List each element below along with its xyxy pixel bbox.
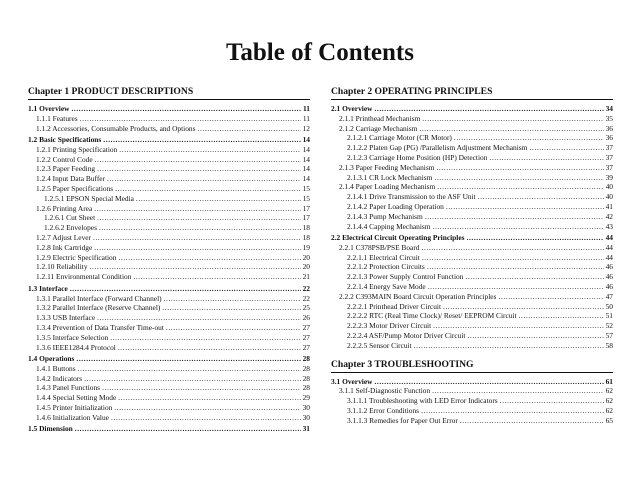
toc-page-number: 39 [605, 172, 613, 182]
toc-entry-label: 1.4.2 Indicators [36, 373, 83, 383]
toc-entry-label: 3.1.1.2 Error Conditions [347, 406, 420, 415]
toc-page-number: 14 [302, 164, 310, 174]
toc-entry-label: 2.2.2.1 Printhead Driver Circuit [347, 301, 442, 311]
toc-entry-label: 3.1.1.3 Remedies for Paper Out Error [347, 415, 458, 425]
toc-page-number: 29 [302, 393, 310, 403]
toc-entry[interactable] [28, 184, 310, 194]
toc-page-number: 27 [302, 342, 310, 352]
toc-page-number: 17 [302, 213, 310, 223]
toc-page-number: 46 [605, 282, 613, 292]
toc-page-number: 46 [605, 272, 613, 282]
toc-entry[interactable] [331, 341, 613, 351]
toc-entry[interactable] [331, 272, 613, 282]
toc-entry-label: 1.3.4 Prevention of Data Transfer Time-out [36, 322, 164, 332]
toc-entry-label: 2.1.2 Carriage Mechanism [339, 123, 418, 133]
dot-leader [374, 104, 603, 114]
toc-page-number: 15 [302, 193, 310, 203]
dot-leader [94, 243, 300, 253]
toc-section-entry[interactable] [28, 284, 310, 294]
dot-leader [374, 377, 603, 387]
dot-leader [84, 374, 300, 384]
toc-section-entry[interactable] [28, 135, 310, 145]
dot-leader [436, 163, 603, 173]
toc-page-number: 44 [605, 252, 613, 262]
toc-page-number: 28 [302, 363, 310, 373]
toc-entry-label: 2.1.4.1 Drive Transmission to the ASF Unit [347, 192, 476, 202]
toc-page-number: 15 [302, 184, 310, 194]
toc-entry-label: 1.3.3 USB Interface [36, 313, 96, 323]
toc-entry[interactable] [28, 393, 310, 403]
toc-entry-label: 1.2.2 Control Code [36, 154, 93, 164]
toc-entry-label: 1.2.1 Printing Specification [36, 144, 118, 154]
dot-leader [102, 383, 301, 393]
dot-leader [70, 284, 301, 294]
toc-entry-label: 2.2.2.4 ASF/Pump Motor Driver Circuit [347, 331, 466, 341]
dot-leader [489, 153, 603, 163]
toc-entry[interactable] [28, 114, 310, 124]
dot-leader [519, 311, 604, 321]
toc-page-number: 61 [605, 376, 613, 386]
toc-page-number: 22 [302, 283, 310, 293]
dot-leader [95, 155, 301, 165]
toc-entry-label: 1.3.6 IEEE1284.4 Protocol [36, 342, 116, 352]
toc-entry-label: 1.1.1 Features [36, 113, 78, 123]
toc-entry-label: 2.1.1 Printhead Mechanism [339, 113, 421, 123]
toc-entry[interactable] [28, 243, 310, 253]
toc-page-number: 37 [605, 152, 613, 162]
toc-page-number: 52 [605, 321, 613, 331]
toc-entry[interactable] [28, 253, 310, 263]
dot-leader [446, 202, 604, 212]
dot-leader [529, 143, 603, 153]
toc-section-entry[interactable] [331, 104, 613, 114]
dot-leader [111, 413, 301, 423]
dot-leader [467, 331, 603, 341]
toc-entry-label: 1.1 Overview [28, 104, 70, 113]
dot-leader [166, 323, 301, 333]
toc-entry[interactable] [28, 333, 310, 343]
toc-entry[interactable] [331, 331, 613, 341]
toc-page-number: 28 [302, 373, 310, 383]
toc-entry[interactable] [28, 145, 310, 155]
toc-entry[interactable] [28, 233, 310, 243]
toc-entry[interactable] [331, 114, 613, 124]
toc-entry-label: 1.2.4 Input Data Buffer [36, 174, 106, 184]
toc-entry-label: 1.2.7 Adjust Lever [36, 233, 92, 243]
toc-page-number: 30 [302, 402, 310, 412]
toc-entry-label: 3.1.1.1 Troubleshooting with LED Error Indicators [347, 396, 498, 406]
chapter-heading: Chapter 3 TROUBLESHOOTING [331, 359, 613, 373]
toc-entry-label: 1.3.2 Parallel Interface (Reserve Channel) [36, 303, 161, 313]
dot-leader [115, 184, 300, 194]
toc-page-number: 36 [605, 123, 613, 133]
toc-entry[interactable] [331, 292, 613, 302]
toc-entry[interactable] [331, 311, 613, 321]
toc-entry-label: 2.2.2 C393MAIN Board Circuit Operation Principles [339, 291, 497, 301]
toc-page-number: 14 [302, 144, 310, 154]
dot-leader [500, 396, 604, 406]
toc-entry[interactable] [331, 153, 613, 163]
toc-page-number: 26 [302, 313, 310, 323]
toc-section-entry[interactable] [28, 104, 310, 114]
toc-entry[interactable] [331, 321, 613, 331]
dot-leader [434, 173, 603, 183]
toc-entry-label: 1.4.3 Panel Functions [36, 383, 101, 393]
dot-leader [443, 302, 604, 312]
toc-page-number: 57 [605, 331, 613, 341]
toc-entry[interactable] [28, 213, 310, 223]
toc-page-number: 51 [605, 311, 613, 321]
toc-page-number: 46 [605, 262, 613, 272]
toc-entry-label: 2.2.2.3 Motor Driver Circuit [347, 321, 432, 331]
toc-entry-label: 1.5 Dimension [28, 424, 73, 434]
toc-page-number: 62 [605, 396, 613, 406]
toc-entry[interactable] [28, 383, 310, 393]
toc-entry[interactable] [331, 396, 613, 406]
toc-entry-label: 1.2.10 Reliability [36, 262, 88, 272]
toc-page-number: 50 [605, 301, 613, 311]
toc-page-number: 41 [605, 201, 613, 211]
toc-page-number: 14 [302, 174, 310, 184]
toc-entry[interactable] [28, 272, 310, 282]
toc-page-number: 20 [302, 262, 310, 272]
dot-leader [467, 233, 604, 243]
toc-left-column [28, 86, 310, 434]
toc-entry[interactable] [331, 262, 613, 272]
dot-leader [103, 135, 300, 145]
toc-entry-label: 2.2.1.1 Electrical Circuit [347, 252, 420, 262]
dot-leader [136, 194, 301, 204]
dot-leader [428, 282, 604, 292]
toc-entry[interactable] [331, 163, 613, 173]
toc-entry-label: 1.4.6 Initialization Value [36, 412, 109, 422]
toc-right-column [331, 86, 613, 426]
toc-entry-label: 1.2.3 Paper Feeding [36, 164, 96, 174]
toc-entry-label: 2.2.2.2 RTC (Real Time Clock)/ Reset/ EEPROM Circuit [347, 311, 517, 321]
toc-entry-label: 2.1.3.1 CR Lock Mechanism [347, 172, 433, 182]
toc-page-number: 14 [302, 154, 310, 164]
dot-leader [427, 262, 604, 272]
toc-entry-label: 2.1.2.2 Platen Gap (PG) /Parallelism Adjustment Mechanism [347, 143, 528, 153]
toc-entry-label: 1.3 Interface [28, 283, 68, 293]
toc-page-number: 12 [302, 123, 310, 133]
toc-entry-label: 1.4.4 Special Setting Mode [36, 393, 117, 403]
toc-entry-label: 2.2.2.5 Sensor Circuit [347, 340, 412, 350]
dot-leader [437, 182, 603, 192]
toc-page-number: 36 [605, 133, 613, 143]
dot-leader [119, 145, 300, 155]
toc-page-number: 19 [302, 242, 310, 252]
dot-leader [432, 386, 603, 396]
dot-leader [433, 321, 603, 331]
toc-page-number: 27 [302, 332, 310, 342]
dot-leader [90, 262, 301, 272]
toc-entry[interactable] [331, 133, 613, 143]
toc-page-number: 25 [302, 303, 310, 313]
dot-leader [164, 294, 301, 304]
toc-entry[interactable] [28, 124, 310, 134]
toc-page-number: 30 [302, 412, 310, 422]
dot-leader [93, 233, 301, 243]
dot-leader [99, 223, 301, 233]
dot-leader [422, 114, 603, 124]
chapter-heading: Chapter 2 OPERATING PRINCIPLES [331, 86, 613, 100]
toc-entry-label: 3.1.1 Self-Diagnostic Function [339, 386, 431, 396]
toc-entry[interactable] [331, 173, 613, 183]
toc-page-number: 11 [303, 104, 310, 113]
dot-leader [478, 192, 604, 202]
toc-section-entry[interactable] [331, 377, 613, 387]
toc-entry-label: 2.1.4.4 Capping Mechanism [347, 221, 431, 231]
toc-page-number: 40 [605, 192, 613, 202]
dot-leader [114, 403, 300, 413]
dot-leader [162, 303, 300, 313]
dot-leader [118, 343, 301, 353]
toc-entry-label: 1.2.8 Ink Cartridge [36, 242, 93, 252]
toc-entry[interactable] [28, 303, 310, 313]
toc-entry-label: 2.2.1.3 Power Supply Control Function [347, 272, 464, 282]
toc-entry[interactable] [28, 313, 310, 323]
toc-page-number: 43 [605, 221, 613, 231]
toc-page-number: 20 [302, 252, 310, 262]
toc-entry[interactable] [28, 343, 310, 353]
dot-leader [76, 354, 300, 364]
toc-entry-label: 1.3.1 Parallel Interface (Forward Channel) [36, 293, 162, 303]
dot-leader [433, 222, 604, 232]
toc-page-number: 18 [302, 223, 310, 233]
dot-leader [414, 341, 604, 351]
toc-page-number: 65 [605, 415, 613, 425]
toc-page-number: 18 [302, 233, 310, 243]
dot-leader [80, 114, 301, 124]
toc-page-number: 40 [605, 182, 613, 192]
toc-page-number: 58 [605, 340, 613, 350]
toc-entry-label: 2.2.1 C378PSB/PSE Board [339, 242, 420, 252]
toc-entry-label: 2.1.4.3 Pump Mechanism [347, 211, 423, 221]
dot-leader [422, 243, 604, 253]
toc-page-number: 22 [302, 293, 310, 303]
toc-entry-label: 1.2.6 Printing Area [36, 203, 93, 213]
dot-leader [460, 416, 604, 426]
toc-section-entry[interactable] [28, 424, 310, 434]
toc-entry[interactable] [28, 262, 310, 272]
toc-page-number: 31 [302, 424, 310, 434]
toc-entry[interactable] [331, 302, 613, 312]
toc-entry[interactable] [28, 223, 310, 233]
toc-entry[interactable] [28, 204, 310, 214]
dot-leader [133, 272, 300, 282]
toc-entry-label: 1.2.6.2 Envelopes [44, 223, 97, 233]
dot-leader [118, 393, 300, 403]
toc-page-number: 42 [605, 211, 613, 221]
toc-entry[interactable] [28, 174, 310, 184]
toc-entry[interactable] [28, 413, 310, 423]
toc-page-number: 62 [605, 386, 613, 396]
toc-entry[interactable] [331, 406, 613, 416]
toc-entry-label: 1.4.1 Buttons [36, 363, 76, 373]
toc-entry-label: 2.2 Electrical Circuit Operating Principles [331, 233, 465, 243]
toc-page-number: 37 [605, 143, 613, 153]
dot-leader [118, 253, 300, 263]
dot-leader [94, 204, 300, 214]
toc-page-number: 17 [302, 203, 310, 213]
toc-page-number: 34 [605, 104, 613, 113]
toc-entry-label: 1.2.6.1 Cut Sheet [44, 213, 96, 223]
toc-entry-label: 1.2 Basic Specifications [28, 135, 102, 145]
dot-leader [465, 272, 603, 282]
toc-page-number: 28 [302, 383, 310, 393]
toc-page-number: 44 [605, 233, 613, 243]
toc-entry-label: 2.1.4.2 Paper Loading Operation [347, 201, 444, 211]
toc-entry-label: 2.2.1.2 Protection Circuits [347, 262, 425, 272]
toc-entry[interactable] [331, 192, 613, 202]
toc-page-number: 28 [302, 353, 310, 363]
dot-leader [78, 364, 301, 374]
toc-entry-label: 1.2.5 Paper Specifications [36, 184, 114, 194]
toc-entry[interactable] [28, 164, 310, 174]
toc-entry-label: 1.4 Operations [28, 353, 75, 363]
toc-page-number: 14 [302, 135, 310, 145]
dot-leader [498, 292, 603, 302]
dot-leader [97, 313, 301, 323]
toc-entry[interactable] [331, 243, 613, 253]
toc-entry[interactable] [331, 416, 613, 426]
toc-page-number: 21 [302, 272, 310, 282]
toc-entry-label: 2.1.4 Paper Loading Mechanism [339, 182, 436, 192]
toc-entry[interactable] [28, 323, 310, 333]
dot-leader [198, 124, 301, 134]
dot-leader [422, 253, 604, 263]
toc-entry[interactable] [331, 182, 613, 192]
toc-entry[interactable] [28, 364, 310, 374]
toc-entry-label: 2.1.2.1 Carriage Motor (CR Motor) [347, 133, 452, 143]
toc-page-number: 35 [605, 113, 613, 123]
toc-entry[interactable] [331, 143, 613, 153]
dot-leader [107, 174, 301, 184]
dot-leader [71, 104, 301, 114]
toc-page-number: 62 [605, 406, 613, 415]
dot-leader [110, 333, 300, 343]
toc-entry-label: 2.1.2.3 Carriage Home Position (HP) Detection [347, 152, 488, 162]
toc-entry[interactable] [28, 294, 310, 304]
dot-leader [97, 164, 300, 174]
toc-entry[interactable] [331, 212, 613, 222]
toc-page-number: 47 [605, 291, 613, 301]
dot-leader [75, 424, 301, 434]
dot-leader [97, 213, 300, 223]
toc-entry[interactable] [28, 374, 310, 384]
toc-page-number: 37 [605, 162, 613, 172]
toc-entry-label: 2.2.1.4 Energy Save Mode [347, 282, 426, 292]
toc-entry[interactable] [331, 222, 613, 232]
toc-section-entry[interactable] [28, 354, 310, 364]
toc-entry[interactable] [331, 282, 613, 292]
toc-section-entry[interactable] [331, 233, 613, 243]
toc-entry-label: 1.3.5 Interface Selection [36, 332, 109, 342]
dot-leader [425, 212, 604, 222]
toc-entry-label: 1.2.11 Environmental Condition [36, 272, 132, 282]
toc-entry-label: 1.2.9 Electric Specification [36, 252, 117, 262]
toc-page-number: 44 [605, 242, 613, 252]
toc-entry[interactable] [28, 194, 310, 204]
toc-entry-label: 1.1.2 Accessories, Consumable Products, and Options [36, 123, 196, 133]
toc-entry-label: 1.2.5.1 EPSON Special Media [44, 193, 134, 203]
toc-entry[interactable] [331, 386, 613, 396]
toc-entry[interactable] [28, 155, 310, 165]
toc-page-number: 11 [302, 113, 310, 123]
toc-entry-label: 3.1 Overview [331, 376, 373, 386]
toc-page-number: 27 [302, 322, 310, 332]
dot-leader [419, 124, 603, 134]
dot-leader [454, 133, 604, 143]
dot-leader [421, 406, 604, 416]
toc-entry[interactable] [28, 403, 310, 413]
chapter-heading: Chapter 1 PRODUCT DESCRIPTIONS [28, 86, 310, 100]
toc-entry-label: 1.4.5 Printer Initialization [36, 402, 113, 412]
toc-entry-label: 2.1.3 Paper Feeding Mechanism [339, 162, 435, 172]
page-title: Table of Contents [226, 39, 414, 66]
toc-entry[interactable] [331, 202, 613, 212]
toc-entry[interactable] [331, 124, 613, 134]
toc-entry[interactable] [331, 253, 613, 263]
toc-entry-label: 2.1 Overview [331, 104, 373, 113]
